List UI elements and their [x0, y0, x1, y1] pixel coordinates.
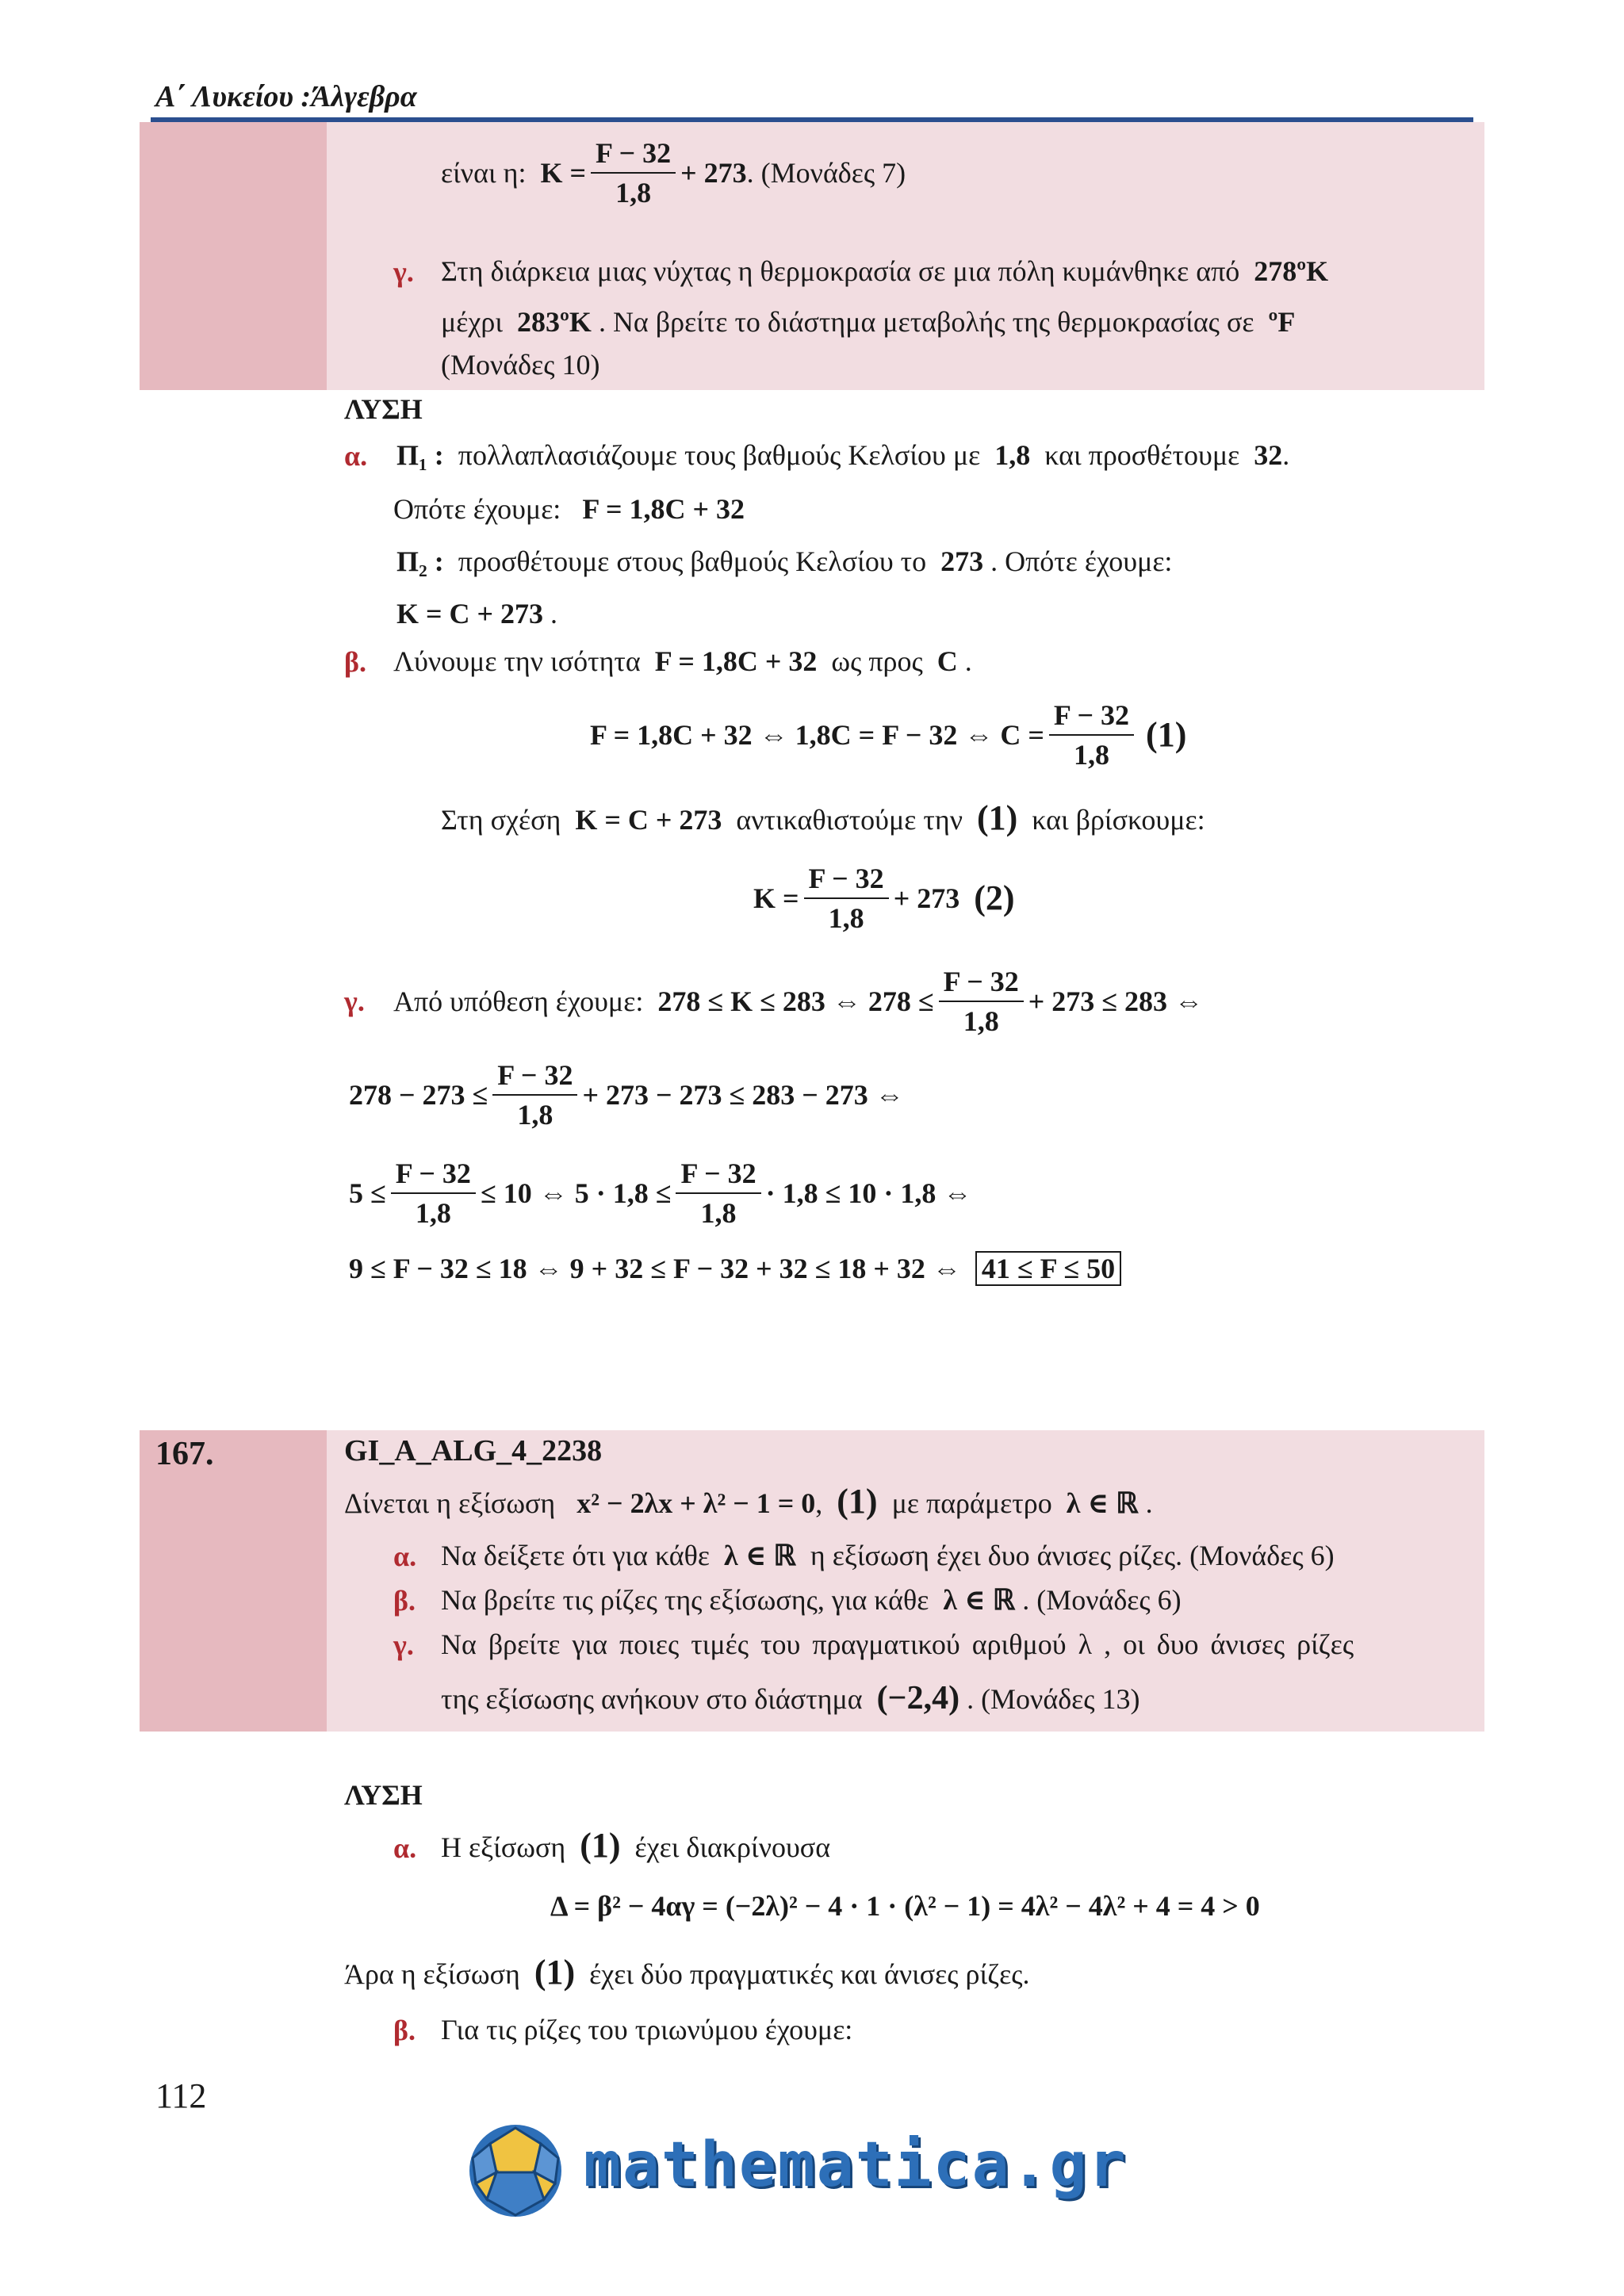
formula: 278 − 273 ≤ — [349, 1079, 488, 1111]
line-text: Δίνεται η εξίσωση — [344, 1487, 556, 1519]
prev-problem-line1 — [441, 133, 906, 212]
line-text: έχει δύο πραγματικές και άνισες ρίζες. — [589, 1958, 1030, 1990]
sol-alpha-line1: Π₁ : πολλαπλασιάζουμε τους βαθμούς Κελσίου με 1,8 και προσθέτουμε 32. — [396, 439, 1290, 471]
item-label-alpha: α. — [344, 440, 368, 472]
logo — [465, 2115, 1178, 2226]
line-text: . Να βρείτε το διάστημα μεταβολής της θερμοκρασίας σε — [598, 306, 1254, 338]
prev-gamma-line2 — [441, 303, 1295, 341]
fraction-numerator: F − 32 — [939, 966, 1024, 1002]
line-text: έχει διακρίνουσα — [634, 1831, 831, 1863]
line-text: αντικαθιστούμε την — [736, 804, 963, 836]
fraction-denominator: 1,8 — [415, 1197, 451, 1229]
equation-tag: (1) — [1146, 715, 1187, 754]
parameter: λ ∈ ℝ — [724, 1540, 796, 1571]
sol-alpha-line3 — [396, 542, 1172, 580]
fraction-denominator: 1,8 — [963, 1005, 999, 1037]
gamma-step-2 — [349, 1051, 904, 1138]
prev-gamma-line3: (Μονάδες 10) — [441, 349, 600, 381]
prev-gamma-line1 — [441, 252, 1328, 290]
formula: ≤ 10 ⇔ 5 · 1,8 ≤ — [480, 1177, 672, 1209]
line-text: Από υπόθεση έχουμε: — [393, 985, 644, 1017]
equation-tag: (2) — [974, 878, 1015, 917]
line-text: και προσθέτουμε — [1044, 439, 1240, 471]
sol-alpha-line4: K = C + 273 . — [396, 598, 558, 629]
line-text: Λύνουμε την ισότητα — [393, 645, 641, 677]
page-header-title: Α΄ Λυκείου :Άλγεβρα — [155, 80, 417, 113]
item-label-gamma: γ. — [393, 256, 414, 288]
formula: F = 1,8C + 32 — [654, 645, 818, 677]
sol-beta-line1: Λύνουμε την ισότητα F = 1,8C + 32 ως προς C . — [393, 645, 972, 677]
solution-heading: ΛΥΣΗ — [344, 393, 423, 425]
fraction — [676, 1158, 760, 1229]
gamma-step-4 — [349, 1249, 1121, 1288]
line-text: . (Μονάδες 13) — [967, 1683, 1140, 1715]
formula: F = 1,8C + 32 — [582, 493, 745, 525]
solution-heading: ΛΥΣΗ — [344, 1779, 423, 1811]
equation-2 — [753, 855, 1015, 942]
label: Π₁ : — [396, 439, 444, 471]
line-text: Οπότε έχουμε: — [393, 493, 561, 525]
marks-text: . (Μονάδες 7) — [746, 157, 906, 189]
parameter: λ ∈ ℝ — [1066, 1487, 1139, 1519]
fraction-numerator: F − 32 — [676, 1158, 760, 1194]
formula: K = C + 273 — [575, 804, 722, 836]
fraction — [591, 137, 676, 209]
fraction-denominator: 1,8 — [828, 902, 864, 934]
line-text: Να βρείτε τις ρίζες της εξίσωσης, για κάθε — [441, 1584, 929, 1616]
fraction-numerator: F − 32 — [591, 137, 676, 174]
line-text: . (Μονάδες 6) — [1022, 1584, 1182, 1616]
fraction — [1049, 699, 1134, 771]
formula: 9 ≤ F − 32 ≤ 18 ⇔ 9 + 32 ≤ F − 32 + 32 ≤ 18 + 32 ⇔ — [349, 1253, 961, 1284]
problem-167-g-line1: Να βρείτε για ποιες τιμές του πραγματικού αριθμού λ , οι δυο άνισες ρίζες — [441, 1628, 1354, 1660]
line-text: μέχρι — [441, 306, 504, 338]
line-text: Άρα η εξίσωση — [344, 1958, 520, 1990]
value: 32 — [1254, 439, 1283, 471]
formula: K = — [540, 157, 586, 189]
line-text: και βρίσκουμε: — [1032, 804, 1205, 836]
formula: K = — [753, 882, 799, 914]
formula: + 273 — [680, 157, 747, 189]
item-label-alpha: α. — [393, 1832, 417, 1864]
logo-text: mathematica.gr — [584, 2130, 1128, 2201]
formula: x² − 2λx + λ² − 1 = 0 — [576, 1487, 816, 1519]
formula: K = C + 273 — [396, 598, 544, 629]
interval: (−2,4) — [876, 1680, 960, 1716]
variable: C — [936, 645, 958, 677]
formula: + 273 — [893, 882, 960, 914]
item-label-alpha: α. — [393, 1540, 417, 1572]
line-text: Η εξίσωση — [441, 1831, 566, 1863]
gamma-step-1 — [393, 958, 1203, 1045]
problem-number: 167. — [155, 1436, 214, 1472]
sxesi-line — [441, 799, 1205, 839]
line-text: με παράμετρο — [891, 1487, 1052, 1519]
discriminant-formula: Δ = β² − 4αγ = (−2λ)² − 4 · 1 · (λ² − 1) = 4λ² − 4λ² + 4 = 4 > 0 — [550, 1890, 1260, 1922]
line-text: η εξίσωση έχει δυο άνισες ρίζες. (Μονάδες 6) — [810, 1540, 1335, 1571]
problem-167-a — [441, 1536, 1335, 1575]
polyhedron-logo-icon — [465, 2120, 566, 2221]
value: 273 — [940, 545, 984, 577]
unit: ºF — [1268, 306, 1296, 338]
value: 1,8 — [994, 439, 1031, 471]
parameter: λ ∈ ℝ — [943, 1584, 1016, 1616]
line-text: Στη σχέση — [441, 804, 561, 836]
item-label-beta: β. — [344, 646, 366, 678]
fraction — [939, 966, 1024, 1037]
fraction-denominator: 1,8 — [615, 177, 652, 209]
formula: 278 ≤ K ≤ 283 ⇔ 278 ≤ — [657, 985, 934, 1017]
fraction-numerator: F − 32 — [391, 1158, 476, 1194]
item-label-gamma: γ. — [393, 1629, 414, 1661]
fraction — [492, 1059, 577, 1131]
value: 283ºK — [517, 306, 592, 338]
line-text: προσθέτουμε στους βαθμούς Κελσίου το — [458, 545, 927, 577]
fraction-denominator: 1,8 — [517, 1099, 553, 1131]
line-text: είναι η: — [441, 157, 527, 189]
solution-167-a — [441, 1827, 830, 1866]
problem-167-g-line2 — [441, 1679, 1140, 1718]
fraction-numerator: F − 32 — [492, 1059, 577, 1096]
fraction-denominator: 1,8 — [1073, 739, 1109, 771]
formula: + 273 − 273 ≤ 283 − 273 ⇔ — [582, 1079, 904, 1111]
value: 278ºK — [1254, 255, 1329, 287]
solution-167-conclusion — [344, 1954, 1029, 1993]
item-label-beta: β. — [393, 2015, 416, 2046]
formula: F = 1,8C + 32 ⇔ 1,8C = F − 32 ⇔ C = — [590, 719, 1044, 751]
fraction-numerator: F − 32 — [804, 863, 889, 899]
line-text: πολλαπλασιάζουμε τους βαθμούς Κελσίου με — [458, 439, 981, 471]
page-number: 112 — [155, 2076, 207, 2115]
formula: · 1,8 ≤ 10 · 1,8 ⇔ — [765, 1177, 972, 1209]
problem-code: GI_A_ALG_4_2238 — [344, 1434, 603, 1468]
problem-167-intro: Δίνεται η εξίσωση x² − 2λx + λ² − 1 = 0, (1) με παράμετρο λ ∈ ℝ . — [344, 1482, 1153, 1521]
solution-167-b: Για τις ρίζες του τριωνύμου έχουμε: — [441, 2014, 853, 2045]
gamma-step-3 — [349, 1150, 971, 1237]
fraction — [391, 1158, 476, 1229]
boxed-result: 41 ≤ F ≤ 50 — [975, 1251, 1121, 1286]
equation-tag: (1) — [837, 1482, 878, 1521]
item-label-gamma: γ. — [344, 985, 365, 1017]
item-label-beta: β. — [393, 1585, 416, 1617]
fraction-denominator: 1,8 — [700, 1197, 737, 1229]
label: Π₂ : — [396, 545, 444, 577]
equation-tag: (1) — [534, 1953, 576, 1992]
sol-alpha-line2 — [393, 490, 745, 528]
formula: + 273 ≤ 283 ⇔ — [1028, 985, 1204, 1017]
fraction — [804, 863, 889, 934]
line-text: Να δείξετε ότι για κάθε — [441, 1540, 710, 1571]
line-text: της εξίσωσης ανήκουν στο διάστημα — [441, 1683, 863, 1715]
equation-tag: (1) — [580, 1826, 621, 1865]
line-text: ως προς — [831, 645, 923, 677]
problem-167-band-left — [140, 1430, 327, 1732]
equation-1 — [590, 691, 1186, 779]
line-text: . Οπότε έχουμε: — [990, 545, 1173, 577]
formula: 5 ≤ — [349, 1177, 386, 1209]
problem-band-left — [140, 122, 327, 390]
fraction-numerator: F − 32 — [1049, 699, 1134, 736]
equation-tag: (1) — [976, 798, 1018, 837]
problem-167-b — [441, 1581, 1182, 1619]
line-text: Στη διάρκεια μιας νύχτας η θερμοκρασία σε μια πόλη κυμάνθηκε από — [441, 255, 1240, 287]
